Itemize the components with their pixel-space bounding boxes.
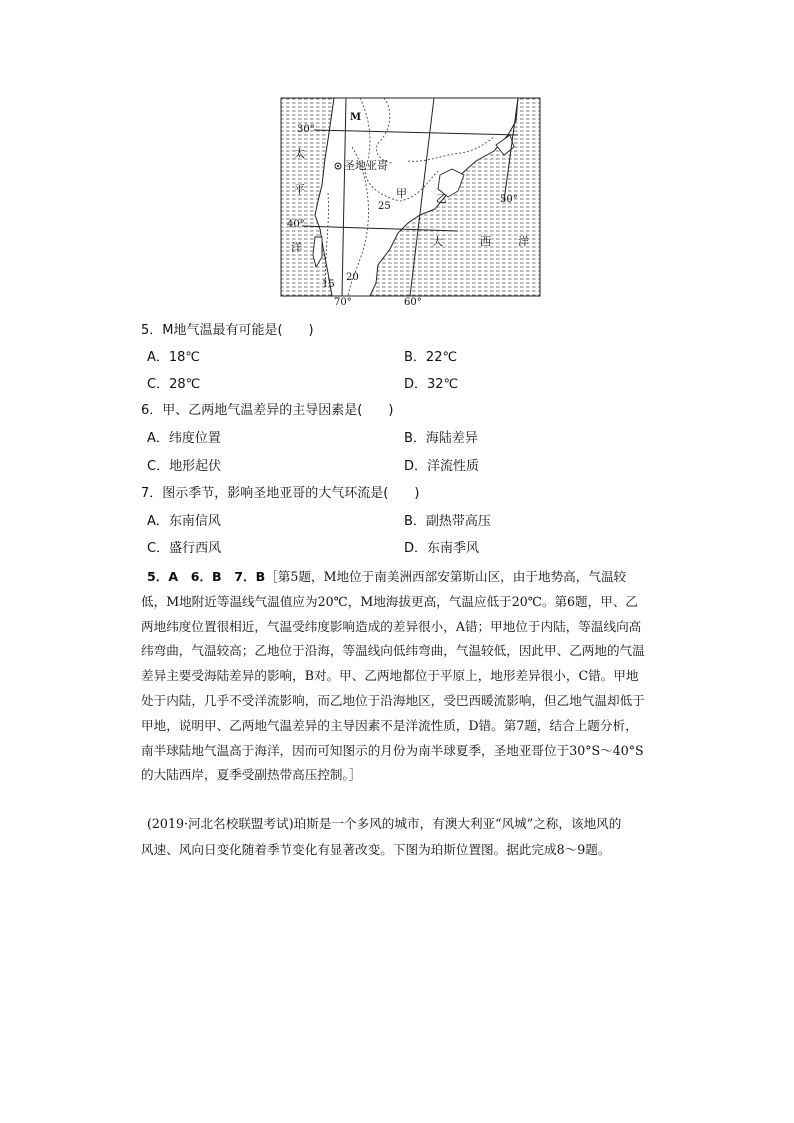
lat-40-label: 40° <box>287 219 305 230</box>
isotherm-15-label: 15 <box>322 279 335 290</box>
question-5-stem: 5．M地气温最有可能是( ) <box>141 323 314 338</box>
intro-line: (2019·河北名校联盟考试)珀斯是一个多风的城市，有澳大利亚“风城”之称，该地风的 <box>147 816 622 831</box>
explanation-line: 低，M地附近等温线气温值应为20℃，M地海拔更高，气温应低于20℃。第6题，甲、乙 <box>141 593 639 609</box>
question-6-option-d: D．洋流性质 <box>404 459 480 474</box>
climate-map <box>280 97 541 308</box>
santiago-dot <box>337 165 339 167</box>
point-m-label: M <box>350 112 362 123</box>
question-5-option-c: C．28℃ <box>147 377 201 392</box>
intro-line: 风速、风向日变化随着季节变化有显著改变。下图为珀斯位置图。据此完成8～9题。 <box>141 841 611 857</box>
question-5-option-d: D．32℃ <box>404 377 459 392</box>
question-6-option-a: A．纬度位置 <box>147 431 221 446</box>
atlantic-char-1: 大 <box>432 235 443 248</box>
question-5-option-b: B．22℃ <box>404 350 458 365</box>
santiago-label: 圣地亚哥 <box>344 159 388 172</box>
lon-60-label: 60° <box>404 297 422 308</box>
pacific-char-2: 平 <box>294 183 305 196</box>
pacific-char-1: 太 <box>294 147 305 160</box>
question-6-option-b: B．海陆差异 <box>404 431 478 446</box>
explanation-line: 两地纬度位置很相近，气温受纬度影响造成的差异很小，A错；甲地位于内陆，等温线向高 <box>141 618 642 634</box>
question-7-option-b: B．副热带高压 <box>404 514 491 529</box>
explanation-line: 的大陆西岸，夏季受副热带高压控制。］ <box>141 767 362 783</box>
isotherm-25-label: 25 <box>378 201 391 212</box>
question-7-option-a: A．东南信风 <box>147 514 221 529</box>
question-5-option-a: A．18℃ <box>147 350 201 365</box>
place-jia-label: 甲 <box>396 187 407 200</box>
lon-70-label: 70° <box>334 297 352 308</box>
question-7-option-d: D．东南季风 <box>404 541 480 556</box>
question-7-stem: 7．图示季节，影响圣地亚哥的大气环流是( ) <box>141 486 420 501</box>
explanation-line: 差异主要受海陆差异的影响，B对。甲、乙两地都位于平原上，地形差异很小，C错。甲地 <box>141 668 639 684</box>
question-7-option-c: C．盛行西风 <box>147 541 222 556</box>
pacific-char-3: 洋 <box>291 241 302 254</box>
lat-30-label: 30° <box>297 124 315 135</box>
place-yi-label: 乙 <box>436 192 447 205</box>
question-6-option-c: C．地形起伏 <box>147 459 222 474</box>
answer-explanation <box>141 565 659 788</box>
material-intro <box>141 811 659 862</box>
explanation-line: 南半球陆地气温高于海洋，因而可知图示的月份为南半球夏季，圣地亚哥位于30°S～40°S <box>141 742 644 758</box>
lon-50-label: 50° <box>500 194 518 205</box>
explanation-line: 甲地，说明甲、乙两地气温差异的主导因素不是洋流性质，D错。第7题，结合上题分析， <box>141 717 638 733</box>
isotherm-20-label: 20 <box>346 272 359 283</box>
atlantic-char-2: 西 <box>480 235 491 248</box>
atlantic-char-3: 洋 <box>518 235 529 248</box>
question-6-stem: 6．甲、乙两地气温差异的主导因素是( ) <box>141 403 394 418</box>
explanation-line: 处于内陆，几乎不受洋流影响，而乙地位于沿海地区，受巴西暖流影响，但乙地气温却低于 <box>141 692 645 708</box>
answer-key: 5．A 6．B 7．B <box>147 569 266 584</box>
explanation-line: 5．A 6．B 7．B［第5题，M地位于南美洲西部安第斯山区，由于地势高，气温较 <box>141 565 659 590</box>
explanation-line: 纬弯曲，气温较高；乙地位于沿海，等温线向低纬弯曲，气温较低，因此甲、乙两地的气温 <box>141 643 645 659</box>
